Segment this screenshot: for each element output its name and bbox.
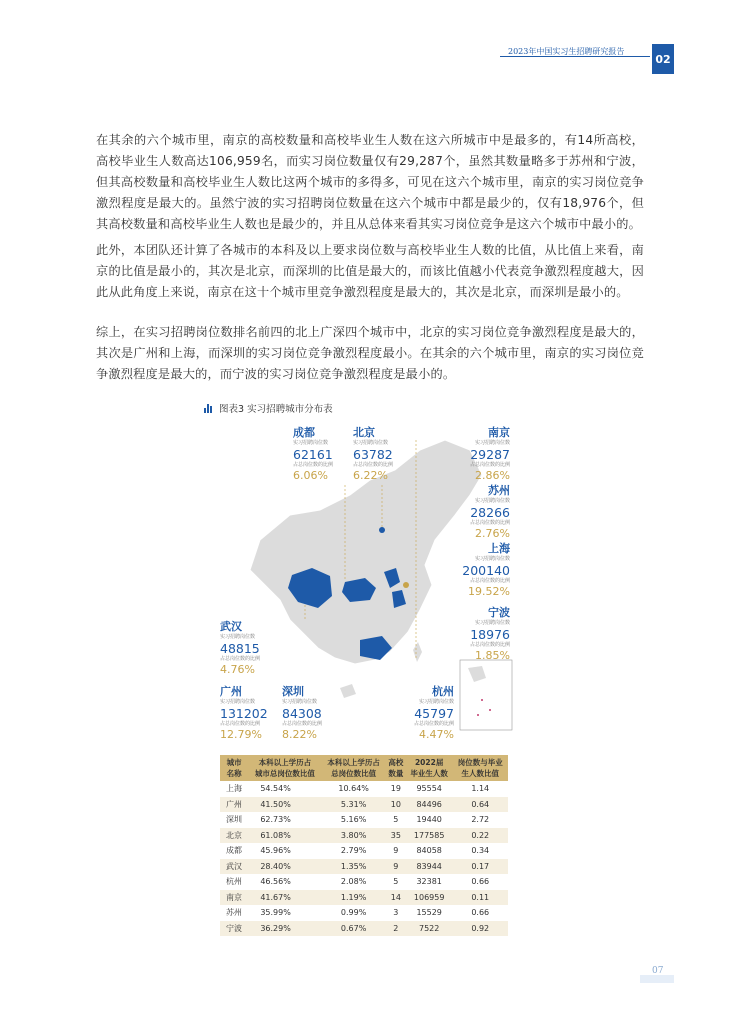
col-header-job-graduate-ratio: 岗位数与毕业 生人数比值 bbox=[452, 755, 508, 781]
taiwan-shape bbox=[413, 642, 422, 662]
col-header-universities: 高校 数量 bbox=[386, 755, 406, 781]
table-row: 苏州 35.99% 0.99% 3 15529 0.66 bbox=[226, 908, 490, 918]
table-row: 南京 41.67% 1.19% 14 106959 0.11 bbox=[220, 890, 508, 906]
col-header-graduates: 2022届 毕业生人数 bbox=[406, 755, 453, 781]
table-header-row bbox=[220, 755, 508, 781]
city-card-chengdu: 成都 实习招聘岗位数 62161 占总岗位数的比例 6.06% bbox=[293, 426, 334, 482]
figure-title-text: 图表3 实习招聘城市分布表 bbox=[219, 404, 333, 415]
table-row: 深圳 62.73% 5.16% 5 19440 2.72 bbox=[226, 815, 490, 825]
city-card-suzhou: 苏州 实习招聘岗位数 28266 占总岗位数的比例 2.76% bbox=[469, 484, 510, 540]
city-card-shanghai: 上海 实习招聘岗位数 200140 占总岗位数的比例 19.52% bbox=[462, 542, 510, 598]
bar-chart-icon bbox=[204, 404, 214, 413]
page-number-bar bbox=[640, 975, 674, 983]
col-header-bachelor-total-ratio: 本科以上学历占 总岗位数比值 bbox=[321, 755, 385, 781]
report-title: 2023年中国实习生招聘研究报告 bbox=[508, 47, 625, 56]
city-card-guangzhou: 广州 实习招聘岗位数 131202 占总岗位数的比例 12.79% bbox=[220, 685, 268, 741]
table-row: 杭州 46.56% 2.08% 5 32381 0.66 bbox=[226, 877, 490, 887]
paragraph-1: 在其余的六个城市里，南京的高校数量和高校毕业生人数在这六所城市中是最多的，有14所高校，高校毕业生人数高达106,959名，而实习岗位数量仅有29,287个，虽然其数量略多于苏州和宁波，但其高校数量和高校毕业生人数比这两个城市的多得多，可见在这六个城市里，南京的实习岗位竞争激烈程度是最大的。虽然宁波的实习招聘岗位数量在这六个城市中都是最少的，仅有18,976个，但其高校数量和高校毕业生人数也是最少的，并且从总体来看其实习岗位竞争是这六个城市中最小的。 bbox=[96, 133, 644, 231]
col-header-city: 城市 名称 bbox=[220, 755, 248, 781]
shanghai-marker bbox=[403, 582, 409, 588]
city-card-nanjing: 南京 实习招聘岗位数 29287 占总岗位数的比例 2.86% bbox=[469, 426, 510, 482]
figure-title bbox=[204, 401, 333, 415]
city-card-beijing: 北京 实习招聘岗位数 63782 占总岗位数的比例 6.22% bbox=[353, 426, 394, 482]
city-stats-table bbox=[220, 755, 508, 936]
beijing-marker bbox=[379, 527, 385, 533]
table-row: 成都 45.96% 2.79% 9 84058 0.34 bbox=[226, 846, 490, 856]
south-china-sea-inset bbox=[460, 660, 512, 730]
section-badge: 02 bbox=[652, 44, 674, 74]
city-card-hangzhou: 杭州 实习招聘岗位数 45797 占总岗位数的比例 4.47% bbox=[413, 685, 454, 741]
table-row: 北京 61.08% 3.80% 35 177585 0.22 bbox=[220, 828, 508, 844]
paragraph-2: 此外，本团队还计算了各城市的本科及以上要求岗位数与高校毕业生人数的比值，从比值上来看，南京的比值是最小的，其次是北京，而深圳的比值是最大的，而该比值越小代表竞争激烈程度越大，因此从此角度上来说，南京在这十个城市里竞争激烈程度是最大的，其次是北京，而深圳是最小的。 bbox=[96, 243, 644, 299]
city-card-wuhan: 武汉 实习招聘岗位数 48815 占总岗位数的比例 4.76% bbox=[220, 620, 261, 676]
page-number: 07 bbox=[652, 966, 664, 976]
table-row: 武汉 28.40% 1.35% 9 83944 0.17 bbox=[220, 859, 508, 875]
table-row: 宁波 36.29% 0.67% 2 7522 0.92 bbox=[220, 921, 508, 937]
col-header-bachelor-city-ratio: 本科以上学历占 城市总岗位数比值 bbox=[248, 755, 321, 781]
city-card-ningbo: 宁波 实习招聘岗位数 18976 占总岗位数的比例 1.85% bbox=[469, 606, 510, 662]
table-row: 广州 41.50% 5.31% 10 84496 0.64 bbox=[220, 797, 508, 813]
paragraph-3: 综上，在实习招聘岗位数排名前四的北上广深四个城市中，北京的实习岗位竞争激烈程度是最大的，其次是广州和上海，而深圳的实习岗位竞争激烈程度最小。在其余的六个城市里，南京的实习岗位竞争激烈程度是最大的，而宁波的实习岗位竞争激烈程度是最小的。 bbox=[96, 325, 644, 381]
city-card-shenzhen: 深圳 实习招聘岗位数 84308 占总岗位数的比例 8.22% bbox=[282, 685, 323, 741]
table-row: 上海 54.54% 10.64% 19 95554 1.14 bbox=[226, 784, 490, 794]
